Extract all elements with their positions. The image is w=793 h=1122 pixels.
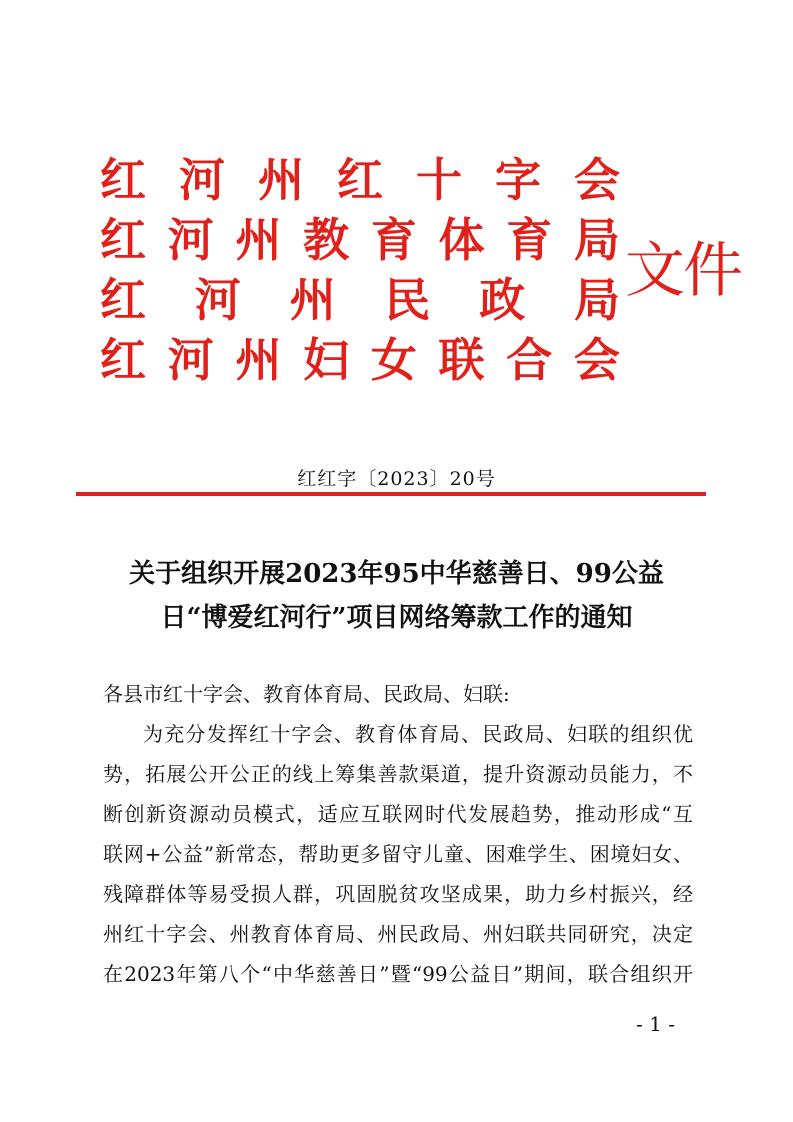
issuer-civil-affairs-bureau (100, 270, 620, 330)
issuer-char: 政 (479, 273, 526, 327)
issuer-char: 河 (194, 273, 241, 327)
issuer-womens-federation (100, 330, 620, 390)
body-line: 势，拓展公开公正的线上筹集善款渠道，提升资源动员能力，不 (103, 762, 693, 786)
issuer-char: 联 (438, 333, 485, 387)
issuer-char: 局 (573, 273, 620, 327)
issuer-char: 育 (370, 213, 417, 267)
document-number: 红红字〔2023〕20号 (297, 468, 496, 490)
issuer-education-sports-bureau (100, 210, 620, 270)
issuer-char: 局 (573, 213, 620, 267)
title-line-1: 关于组织开展2023年95中华慈善日、99公益 (129, 559, 664, 589)
issuer-char: 河 (179, 153, 225, 207)
body-line: 残障群体等易受损人群，巩固脱贫攻坚成果，助力乡村振兴，经 (103, 882, 693, 906)
issuer-char: 十 (416, 153, 462, 207)
issuer-char: 州 (235, 213, 282, 267)
salutation: 各县市红十字会、教育体育局、民政局、妇联: (103, 682, 510, 706)
issuer-char: 会 (574, 153, 620, 207)
issuer-char: 教 (303, 213, 350, 267)
issuer-char: 体 (438, 213, 485, 267)
issuer-char: 红 (337, 153, 383, 207)
document-title (80, 552, 713, 640)
issuer-block (100, 150, 620, 390)
issuer-char: 妇 (303, 333, 350, 387)
issuer-char: 育 (506, 213, 553, 267)
body-line: 为充分发挥红十字会、教育体育局、民政局、妇联的组织优 (143, 722, 693, 746)
issuer-char: 红 (100, 213, 146, 267)
issuer-char: 河 (167, 333, 214, 387)
issuer-char: 红 (100, 273, 146, 327)
title-line-2: 日“博爱红河行”项目网络筹款工作的通知 (160, 603, 633, 633)
issuer-char: 会 (573, 333, 620, 387)
issuer-char: 红 (100, 333, 146, 387)
body-line: 州红十字会、州教育体育局、州民政局、州妇联共同研究，决定 (103, 922, 693, 946)
document-body (103, 674, 693, 994)
issuer-char: 河 (167, 213, 214, 267)
issuer-char: 字 (495, 153, 541, 207)
page-number: - 1 - (636, 1012, 675, 1036)
issuer-char: 民 (384, 273, 431, 327)
issuer-char: 州 (258, 153, 304, 207)
body-line: 断创新资源动员模式，适应互联网时代发展趋势，推动形成“互 (103, 802, 693, 826)
issuer-char: 州 (235, 333, 282, 387)
issuer-char: 州 (289, 273, 336, 327)
issuer-char: 女 (370, 333, 417, 387)
body-line: 联网+公益”新常态，帮助更多留守儿童、困难学生、困境妇女、 (103, 842, 693, 866)
document-suffix: 文件 (625, 236, 741, 306)
red-divider-line (76, 492, 706, 496)
body-line: 在2023年第八个“中华慈善日”暨“99公益日”期间，联合组织开 (103, 962, 693, 986)
issuer-char: 合 (506, 333, 553, 387)
issuer-char: 红 (100, 153, 146, 207)
issuer-red-cross (100, 150, 620, 210)
